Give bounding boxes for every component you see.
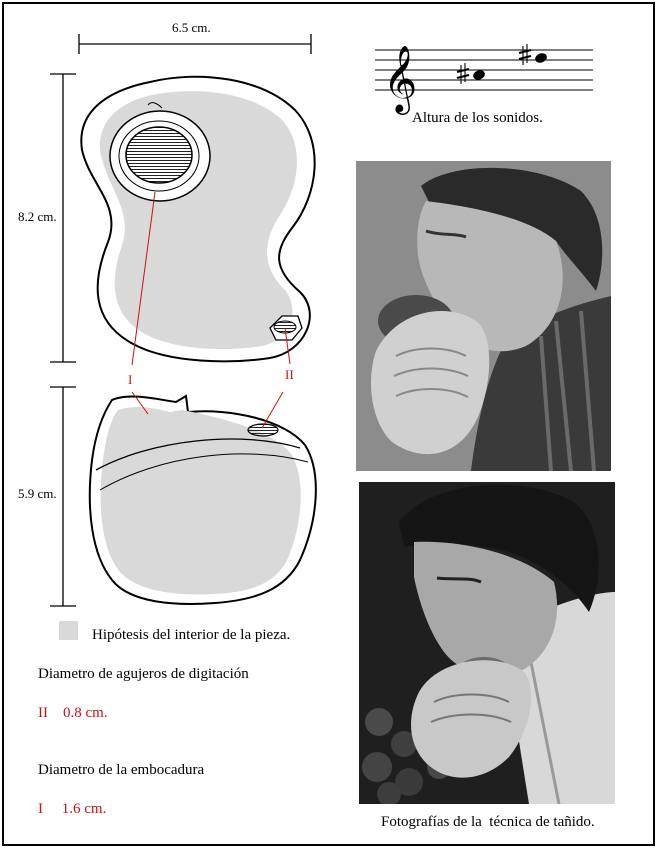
legend-swatch [59,621,78,640]
width-dimension-line [79,34,311,54]
note-2 [534,52,548,65]
height-bottom-label: 5.9 cm. [18,486,57,501]
sharp-icon [519,44,531,65]
hole-label-embouchure: I [128,372,133,387]
instrument-drawing [0,0,340,620]
width-label: 6.5 cm. [172,20,211,35]
music-staff [375,28,595,118]
photo-player-side [356,161,611,471]
finger-holes-value: II 0.8 cm. [38,705,108,721]
music-caption: Altura de los sonidos. [412,110,543,126]
photos-caption: Fotografías de la técnica de tañido. [381,814,595,830]
treble-clef-icon: 𝄞 [383,44,418,112]
legend-text: Hipótesis del interior de la pieza. [92,627,291,643]
hole-label-finger: II [285,367,294,382]
photo-player-front [359,482,615,804]
side-view-outline [90,396,316,604]
height-top-label: 8.2 cm. [18,209,57,224]
embouchure-hole [126,127,192,183]
top-view-outline [81,77,314,362]
embouchure-title: Diametro de la embocadura [38,762,205,778]
embouchure-value: I 1.6 cm. [38,801,107,817]
finger-holes-title: Diametro de agujeros de digitación [38,666,249,682]
note-1 [472,69,486,82]
sharp-icon [457,63,469,84]
